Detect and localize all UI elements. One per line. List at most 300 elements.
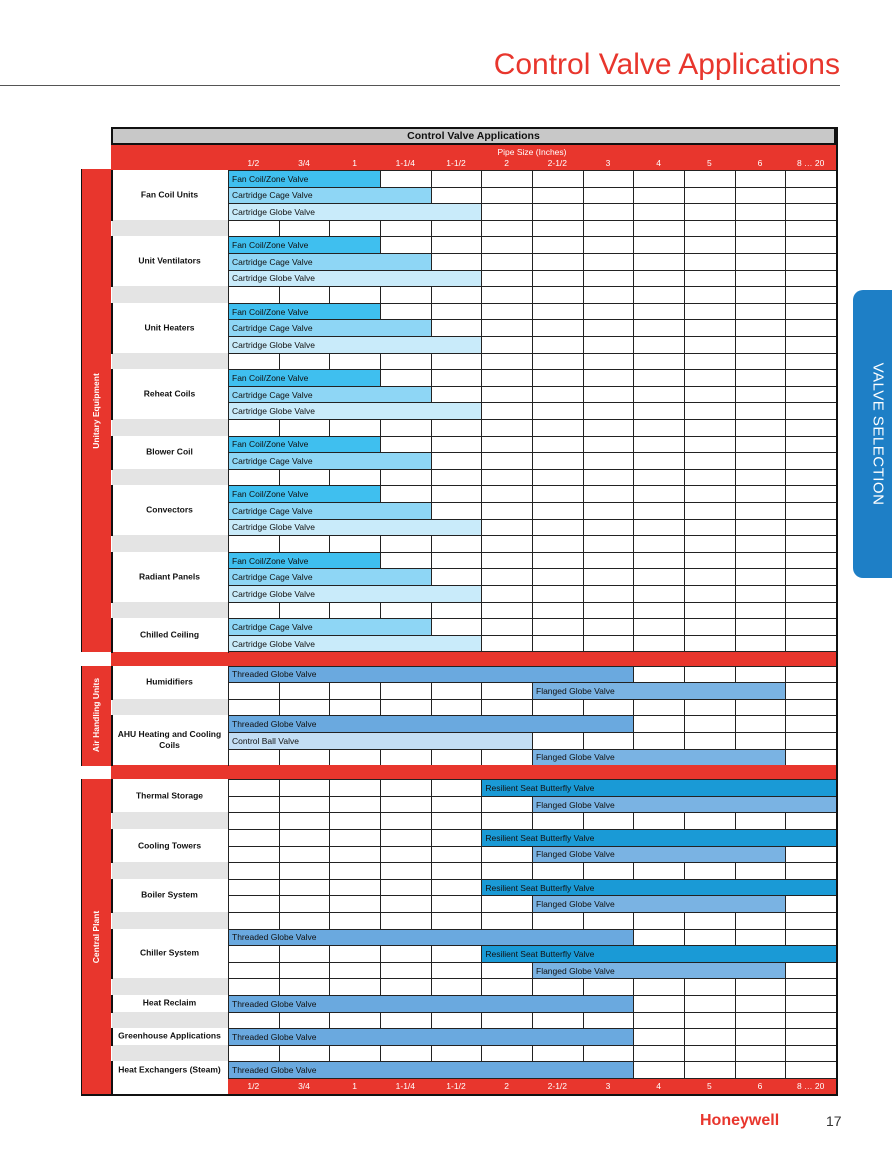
section-tab[interactable]: [853, 290, 892, 578]
grid-cell: [481, 402, 533, 420]
application-name: Heat Exchangers (Steam): [118, 1064, 221, 1075]
grid-cell: [633, 203, 685, 221]
grid-cell: [633, 353, 685, 371]
grid-cell: [785, 452, 837, 470]
valve-label: Fan Coil/Zone Valve: [232, 555, 309, 566]
grid-cell: [279, 602, 331, 620]
grid-cell: [228, 220, 280, 238]
spacer-row: [112, 912, 228, 929]
header-size-10: 5: [706, 158, 712, 168]
grid-cell: [684, 929, 736, 947]
grid-cell: [431, 369, 483, 387]
grid-cell: [279, 682, 331, 700]
grid-cell: [735, 236, 787, 254]
grid-cell: [228, 846, 280, 864]
grid-cell: [532, 436, 584, 454]
grid-cell: [684, 912, 736, 930]
footer-size-6: 2: [504, 1081, 510, 1091]
grid-cell: [279, 353, 331, 371]
grid-cell: [633, 386, 685, 404]
grid-cell: [380, 552, 432, 570]
application-name: Humidifiers: [146, 676, 193, 687]
grid-cell: [735, 353, 787, 371]
grid-cell: [583, 1012, 635, 1030]
grid-cell: [532, 469, 584, 487]
grid-cell: [735, 618, 787, 636]
header-size-12: 8 … 20: [796, 158, 825, 168]
grid-cell: [431, 602, 483, 620]
grid-cell: [684, 978, 736, 996]
grid-cell: [785, 502, 837, 520]
grid-cell: [633, 303, 685, 321]
grid-cell: [785, 270, 837, 288]
grid-cell: [735, 452, 787, 470]
grid-cell: [583, 1045, 635, 1063]
grid-cell: [633, 170, 685, 188]
grid-cell: [735, 220, 787, 238]
grid-cell: [735, 436, 787, 454]
grid-cell: [684, 187, 736, 205]
grid-cell: [431, 1045, 483, 1063]
grid-cell: [684, 715, 736, 733]
grid-cell: [431, 187, 483, 205]
valve-label: Cartridge Cage Valve: [232, 622, 313, 633]
grid-cell: [329, 353, 381, 371]
valve-label: Cartridge Globe Valve: [232, 638, 315, 649]
grid-cell: [329, 812, 381, 830]
grid-cell: [481, 699, 533, 717]
grid-cell: [481, 270, 533, 288]
application-name: Chilled Ceiling: [139, 629, 200, 640]
grid-cell: [785, 1045, 837, 1063]
grid-cell: [431, 749, 483, 767]
grid-cell: [735, 912, 787, 930]
valve-label: Threaded Globe Valve: [232, 1065, 317, 1076]
grid-cell: [481, 812, 533, 830]
grid-cell: [481, 336, 533, 354]
grid-cell: [532, 203, 584, 221]
grid-cell: [532, 535, 584, 553]
valve-label: Resilient Seat Butterfly Valve: [485, 882, 595, 893]
grid-cell: [431, 419, 483, 437]
grid-cell: [532, 978, 584, 996]
grid-cell: [431, 319, 483, 337]
footer-size-3: 1: [352, 1081, 358, 1091]
grid-cell: [633, 519, 685, 537]
grid-cell: [380, 220, 432, 238]
grid-cell: [785, 552, 837, 570]
grid-cell: [380, 829, 432, 847]
grid-cell: [228, 978, 280, 996]
grid-cell: [583, 452, 635, 470]
grid-cell: [279, 862, 331, 880]
grid-cell: [583, 386, 635, 404]
spacer-row: [112, 862, 228, 879]
grid-cell: [684, 336, 736, 354]
grid-cell: [279, 749, 331, 767]
grid-cell: [735, 187, 787, 205]
grid-cell: [583, 369, 635, 387]
grid-cell: [431, 618, 483, 636]
grid-cell: [583, 419, 635, 437]
grid-cell: [684, 436, 736, 454]
grid-cell: [785, 602, 837, 620]
grid-cell: [279, 879, 331, 897]
grid-cell: [279, 978, 331, 996]
grid-cell: [684, 319, 736, 337]
grid-cell: [329, 1012, 381, 1030]
grid-cell: [481, 682, 533, 700]
grid-cell: [481, 369, 533, 387]
grid-cell: [380, 962, 432, 980]
valve-label: Resilient Seat Butterfly Valve: [485, 948, 595, 959]
grid-cell: [532, 699, 584, 717]
valve-label: Control Ball Valve: [232, 735, 299, 746]
app-column-bottom: [111, 1078, 228, 1094]
grid-cell: [785, 1028, 837, 1046]
grid-cell: [633, 436, 685, 454]
grid-cell: [785, 912, 837, 930]
grid-cell: [785, 436, 837, 454]
group-separator: [111, 765, 836, 779]
valve-label: Threaded Globe Valve: [232, 719, 317, 730]
grid-cell: [329, 912, 381, 930]
grid-cell: [228, 895, 280, 913]
spacer-row: [112, 469, 228, 486]
grid-cell: [431, 912, 483, 930]
grid-cell: [633, 419, 685, 437]
grid-cell: [329, 286, 381, 304]
application-name: Chiller System: [139, 947, 200, 958]
grid-cell: [532, 187, 584, 205]
grid-cell: [633, 862, 685, 880]
grid-cell: [481, 187, 533, 205]
grid-cell: [684, 568, 736, 586]
grid-cell: [532, 270, 584, 288]
spacer-row: [112, 1012, 228, 1029]
grid-cell: [633, 336, 685, 354]
grid-cell: [684, 519, 736, 537]
grid-cell: [481, 635, 533, 653]
grid-cell: [583, 862, 635, 880]
grid-cell: [735, 369, 787, 387]
grid-cell: [684, 286, 736, 304]
grid-cell: [532, 170, 584, 188]
grid-cell: [633, 1012, 685, 1030]
grid-cell: [380, 749, 432, 767]
grid-cell: [633, 270, 685, 288]
grid-cell: [228, 812, 280, 830]
application-name: Cooling Towers: [137, 840, 202, 851]
spacer-row: [112, 286, 228, 303]
footer-size-9: 4: [656, 1081, 662, 1091]
application-name: Convectors: [146, 504, 193, 515]
grid-cell: [735, 699, 787, 717]
grid-cell: [684, 699, 736, 717]
grid-cell: [785, 962, 837, 980]
grid-cell: [481, 962, 533, 980]
grid-cell: [431, 502, 483, 520]
grid-cell: [633, 912, 685, 930]
grid-cell: [583, 220, 635, 238]
grid-cell: [583, 535, 635, 553]
grid-cell: [329, 699, 381, 717]
grid-cell: [481, 436, 533, 454]
spacer-row: [112, 535, 228, 552]
grid-cell: [380, 436, 432, 454]
grid-cell: [583, 978, 635, 996]
grid-cell: [785, 535, 837, 553]
grid-cell: [329, 829, 381, 847]
grid-cell: [785, 386, 837, 404]
grid-cell: [431, 829, 483, 847]
grid-cell: [431, 170, 483, 188]
grid-cell: [735, 1012, 787, 1030]
grid-cell: [380, 170, 432, 188]
grid-cell: [633, 732, 685, 750]
grid-cell: [532, 452, 584, 470]
grid-cell: [431, 286, 483, 304]
application-name: Thermal Storage: [135, 790, 204, 801]
grid-cell: [279, 419, 331, 437]
header-size-5: 1-1/2: [446, 158, 466, 168]
grid-cell: [583, 170, 635, 188]
grid-cell: [380, 682, 432, 700]
grid-cell: [380, 862, 432, 880]
grid-cell: [684, 502, 736, 520]
grid-cell: [583, 436, 635, 454]
group-label: Air Handling Units: [90, 678, 101, 753]
grid-cell: [481, 419, 533, 437]
grid-cell: [481, 519, 533, 537]
grid-cell: [431, 846, 483, 864]
page-title: Control Valve Applications: [493, 48, 840, 81]
header-size-11: 6: [757, 158, 763, 168]
grid-cell: [431, 862, 483, 880]
application-name: Fan Coil Units: [140, 189, 199, 200]
grid-cell: [228, 829, 280, 847]
spacer-row: [112, 1045, 228, 1062]
grid-cell: [785, 286, 837, 304]
grid-cell: [481, 220, 533, 238]
valve-label: Resilient Seat Butterfly Valve: [485, 782, 595, 793]
grid-cell: [583, 319, 635, 337]
grid-cell: [735, 732, 787, 750]
footer-size-1: 1/2: [247, 1081, 260, 1091]
grid-cell: [380, 236, 432, 254]
grid-cell: [633, 220, 685, 238]
grid-cell: [633, 286, 685, 304]
grid-cell: [228, 962, 280, 980]
grid-cell: [532, 618, 584, 636]
brand-logo: Honeywell: [700, 1112, 780, 1129]
grid-cell: [684, 353, 736, 371]
grid-cell: [735, 666, 787, 684]
grid-cell: [431, 895, 483, 913]
grid-cell: [380, 369, 432, 387]
grid-cell: [785, 812, 837, 830]
grid-cell: [279, 220, 331, 238]
grid-cell: [431, 568, 483, 586]
grid-cell: [329, 895, 381, 913]
grid-cell: [785, 618, 837, 636]
grid-cell: [633, 666, 685, 684]
grid-cell: [481, 846, 533, 864]
grid-cell: [228, 1012, 280, 1030]
grid-cell: [380, 879, 432, 897]
grid-cell: [633, 236, 685, 254]
grid-cell: [431, 962, 483, 980]
valve-label: Cartridge Globe Valve: [232, 588, 315, 599]
grid-cell: [684, 203, 736, 221]
grid-cell: [329, 682, 381, 700]
header-size-6: 2: [504, 158, 510, 168]
grid-cell: [735, 419, 787, 437]
grid-cell: [279, 286, 331, 304]
grid-cell: [380, 485, 432, 503]
grid-cell: [633, 929, 685, 947]
grid-cell: [684, 1061, 736, 1079]
grid-cell: [583, 585, 635, 603]
grid-cell: [633, 618, 685, 636]
grid-cell: [279, 779, 331, 797]
grid-cell: [785, 369, 837, 387]
grid-cell: [481, 978, 533, 996]
grid-cell: [684, 386, 736, 404]
grid-cell: [228, 945, 280, 963]
grid-cell: [583, 402, 635, 420]
grid-cell: [785, 419, 837, 437]
grid-cell: [532, 912, 584, 930]
grid-cell: [735, 253, 787, 271]
grid-cell: [785, 336, 837, 354]
header-size-1: 1/2: [247, 158, 260, 168]
grid-cell: [532, 602, 584, 620]
grid-cell: [684, 995, 736, 1013]
grid-cell: [785, 220, 837, 238]
grid-cell: [785, 846, 837, 864]
valve-label: Cartridge Cage Valve: [232, 505, 313, 516]
grid-cell: [329, 862, 381, 880]
grid-cell: [228, 353, 280, 371]
grid-cell: [633, 995, 685, 1013]
grid-cell: [380, 846, 432, 864]
valve-label: Flanged Globe Valve: [536, 849, 615, 860]
grid-cell: [633, 978, 685, 996]
grid-cell: [785, 469, 837, 487]
grid-cell: [735, 535, 787, 553]
valve-label: Cartridge Cage Valve: [232, 323, 313, 334]
grid-cell: [633, 502, 685, 520]
grid-cell: [481, 469, 533, 487]
grid-cell: [785, 995, 837, 1013]
grid-cell: [735, 995, 787, 1013]
grid-cell: [380, 535, 432, 553]
grid-cell: [735, 585, 787, 603]
grid-cell: [431, 779, 483, 797]
grid-cell: [735, 485, 787, 503]
grid-cell: [279, 796, 331, 814]
valve-label: Flanged Globe Valve: [536, 899, 615, 910]
valve-label: Fan Coil/Zone Valve: [232, 439, 309, 450]
application-name: Greenhouse Applications: [118, 1030, 221, 1041]
grid-cell: [583, 812, 635, 830]
grid-cell: [532, 336, 584, 354]
grid-cell: [735, 519, 787, 537]
valve-label: Flanged Globe Valve: [536, 965, 615, 976]
grid-cell: [684, 585, 736, 603]
page-number: 17: [826, 1113, 842, 1129]
grid-cell: [785, 253, 837, 271]
grid-cell: [380, 912, 432, 930]
grid-cell: [633, 452, 685, 470]
grid-cell: [481, 1012, 533, 1030]
grid-cell: [684, 369, 736, 387]
grid-cell: [380, 779, 432, 797]
grid-cell: [431, 485, 483, 503]
grid-cell: [583, 699, 635, 717]
grid-cell: [785, 682, 837, 700]
grid-cell: [684, 862, 736, 880]
grid-cell: [532, 485, 584, 503]
table-title: Control Valve Applications: [407, 130, 540, 142]
grid-cell: [633, 1061, 685, 1079]
grid-cell: [785, 519, 837, 537]
grid-cell: [583, 286, 635, 304]
grid-cell: [583, 336, 635, 354]
application-name: Unit Ventilators: [138, 255, 201, 266]
section-tab-label: VALVE SELECTION: [869, 362, 887, 506]
grid-cell: [481, 602, 533, 620]
grid-cell: [431, 945, 483, 963]
grid-cell: [431, 682, 483, 700]
grid-cell: [481, 585, 533, 603]
grid-cell: [532, 369, 584, 387]
spacer-row: [112, 978, 228, 995]
grid-cell: [785, 402, 837, 420]
grid-cell: [684, 452, 736, 470]
grid-cell: [633, 402, 685, 420]
header-size-7: 2-1/2: [547, 158, 568, 168]
grid-cell: [785, 895, 837, 913]
grid-cell: [785, 568, 837, 586]
valve-label: Cartridge Globe Valve: [232, 273, 315, 284]
footer-size-10: 5: [706, 1081, 712, 1091]
grid-cell: [228, 779, 280, 797]
grid-cell: [228, 796, 280, 814]
group-label: Central Plant: [90, 910, 101, 963]
grid-cell: [735, 170, 787, 188]
grid-cell: [481, 303, 533, 321]
valve-label: Fan Coil/Zone Valve: [232, 373, 309, 384]
grid-cell: [380, 602, 432, 620]
grid-cell: [329, 220, 381, 238]
grid-cell: [684, 535, 736, 553]
grid-cell: [532, 303, 584, 321]
grid-cell: [481, 170, 533, 188]
grid-cell: [684, 469, 736, 487]
grid-cell: [633, 253, 685, 271]
header-size-4: 1-1/4: [395, 158, 416, 168]
grid-cell: [633, 585, 685, 603]
grid-cell: [735, 336, 787, 354]
grid-cell: [785, 1061, 837, 1079]
valve-label: Cartridge Globe Valve: [232, 522, 315, 533]
grid-cell: [431, 353, 483, 371]
grid-cell: [228, 286, 280, 304]
grid-cell: [431, 978, 483, 996]
grid-cell: [532, 519, 584, 537]
